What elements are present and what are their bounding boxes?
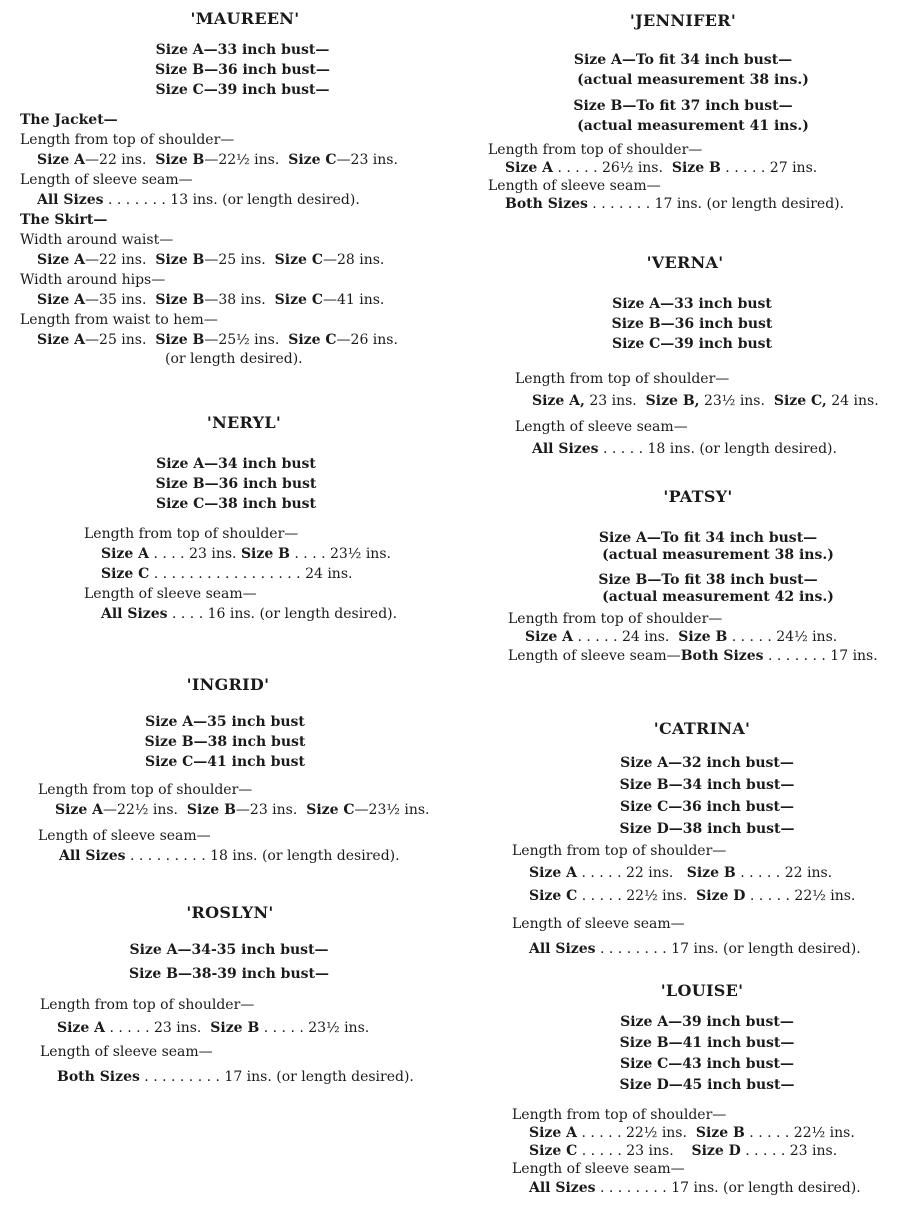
pattern-title: 'INGRID' (186, 675, 270, 694)
measurement-title: Length from top of shoulder— (508, 611, 723, 628)
measurement-title: Length of sleeve seam— (488, 178, 661, 195)
measurement-row: All Sizes . . . . 16 ins. (or length desired). (101, 606, 398, 623)
measurement-row: All Sizes . . . . . . . . 17 ins. (or length desired). (529, 941, 861, 958)
measurement-title: Length of sleeve seam— (40, 1044, 213, 1061)
measurement-title: Length of sleeve seam— (38, 828, 211, 845)
size-list (489, 294, 895, 354)
pattern-title: 'NERYL' (206, 413, 282, 432)
size-line: Size A—33 inch bust— (155, 42, 330, 59)
pattern-verna (515, 254, 895, 460)
measurement-title: Length of sleeve seam— (512, 1161, 685, 1178)
pattern-louise (512, 982, 912, 1198)
measurement-title: Length from top of shoulder— (40, 997, 255, 1014)
measurement-note: (or length desired). (165, 351, 303, 368)
measurement-row: All Sizes . . . . . . . . . 18 ins. (or length desired). (59, 848, 400, 865)
size-line: Size A—32 inch bust— (620, 755, 794, 772)
size-line: Size C—38 inch bust (155, 496, 317, 513)
pattern-title: 'MAUREEN' (190, 9, 300, 28)
measurement-row: Size A—25 ins. Size B—25½ ins. Size C—26 ins. (37, 332, 398, 349)
size-list (48, 454, 424, 514)
size-line: Size B—To fit 37 inch bust— (actual measurement 41 ins.) (573, 98, 809, 135)
size-list (502, 752, 912, 840)
pattern-title: 'LOUISE' (660, 981, 744, 1000)
measurement-row: Length of sleeve seam—Both Sizes . . . . . . . 17 ins. (508, 648, 878, 665)
measurement-title: Length of sleeve seam— (515, 419, 688, 436)
pattern-catrina (512, 720, 912, 962)
size-line: Size A—39 inch bust— (620, 1014, 794, 1031)
size-line: Size A—33 inch bust (612, 296, 772, 313)
size-line: Size B—41 inch bust— (619, 1035, 795, 1052)
measurement-title: Width around hips— (20, 272, 166, 289)
size-line: Size A—34 inch bust (156, 456, 316, 473)
size-line: Size A—34-35 inch bust— (129, 942, 329, 959)
measurement-title: Length of sleeve seam— (512, 916, 685, 933)
measurement-title: Length from top of shoulder— (515, 371, 730, 388)
size-list (55, 40, 430, 100)
measurement-title: Width around waist— (20, 232, 174, 249)
measurement-row: Both Sizes . . . . . . . . . 17 ins. (or length desired). (57, 1069, 414, 1086)
measurement-row: Size C . . . . . 22½ ins. Size D . . . . . 22½ ins. (529, 888, 856, 905)
size-line: Size D—38 inch bust— (619, 821, 795, 838)
measurement-row: Size A—22 ins. Size B—22½ ins. Size C—23 ins. (37, 152, 398, 169)
measurement-row: All Sizes . . . . . . . 13 ins. (or length desired). (37, 192, 360, 209)
measurement-title: Length from top of shoulder— (20, 132, 235, 149)
size-list (12, 712, 438, 772)
size-line: Size D—45 inch bust— (619, 1077, 795, 1094)
size-line: Size B—36 inch bust (611, 316, 773, 333)
measurement-title: Length from top of shoulder— (38, 782, 253, 799)
size-line: Size A—35 inch bust (145, 714, 305, 731)
measurement-row: Size A—22½ ins. Size B—23 ins. Size C—23½ ins. (55, 802, 430, 819)
size-line: Size C—41 inch bust (144, 754, 306, 771)
pattern-title: 'PATSY' (663, 487, 733, 506)
measurement-row: Size A, 23 ins. Size B, 23½ ins. Size C, 24 ins. (532, 393, 879, 410)
measurement-row: All Sizes . . . . . . . . 17 ins. (or length desired). (529, 1180, 861, 1197)
size-line: Size B—34 inch bust— (619, 777, 795, 794)
size-line: Size B—38 inch bust (144, 734, 306, 751)
measurement-title: Length from top of shoulder— (512, 1107, 727, 1124)
size-line: Size A—To fit 34 inch bust— (actual measurement 38 ins.) (598, 530, 834, 564)
pattern-title: 'JENNIFER' (629, 11, 737, 30)
measurement-title: Length from waist to hem— (20, 312, 218, 329)
pattern-ingrid (38, 676, 438, 866)
pattern-title: 'ROSLYN' (186, 903, 274, 922)
size-line: Size B—36 inch bust— (155, 62, 330, 79)
measurement-title: Length of sleeve seam— (84, 586, 257, 603)
measurement-title: Length from top of shoulder— (512, 843, 727, 860)
measurement-title: Length from top of shoulder— (488, 142, 703, 159)
measurement-title: Length of sleeve seam— (20, 172, 193, 189)
measurement-row: Size A—35 ins. Size B—38 ins. Size C—41 ins. (37, 292, 385, 309)
pattern-roslyn (40, 904, 440, 1090)
pattern-maureen (20, 10, 430, 368)
size-line: Size B—38-39 inch bust— (128, 966, 330, 983)
measurement-row: All Sizes . . . . . 18 ins. (or length desired). (532, 441, 837, 458)
pattern-title: 'VERNA' (646, 253, 724, 272)
measurement-row: Size A . . . . . 22 ins. Size B . . . . . 22 ins. (529, 865, 833, 882)
section-title-skirt: The Skirt— (20, 212, 108, 229)
measurement-row: Size C . . . . . 23 ins. Size D . . . . . 23 ins. (529, 1143, 838, 1160)
measurement-title: Length from top of shoulder— (84, 526, 299, 543)
size-line: Size C—39 inch bust— (155, 82, 330, 99)
size-line: Size A—To fit 34 inch bust— (actual measurement 38 ins.) (573, 52, 809, 89)
pattern-jennifer (488, 12, 888, 214)
size-line: Size C—43 inch bust— (619, 1056, 795, 1073)
pattern-patsy (508, 488, 908, 666)
measurement-row: Both Sizes . . . . . . . 17 ins. (or length desired). (505, 196, 845, 213)
size-list (508, 530, 908, 606)
measurement-row: Size A . . . . . 23 ins. Size B . . . . . 23½ ins. (57, 1020, 370, 1037)
section-title-jacket: The Jacket— (20, 112, 118, 129)
size-line: Size B—To fit 38 inch bust— (actual measurement 42 ins.) (598, 572, 834, 606)
measurement-row: Size C . . . . . . . . . . . . . . . . . 24 ins. (101, 566, 353, 583)
measurement-row: Size A . . . . 23 ins. Size B . . . . 23½ ins. (101, 546, 391, 563)
pattern-title: 'CATRINA' (653, 719, 751, 738)
pattern-neryl (84, 414, 424, 624)
size-line: Size C—39 inch bust (611, 336, 773, 353)
size-line: Size B—36 inch bust (155, 476, 317, 493)
size-list (478, 50, 888, 136)
size-list (502, 1012, 912, 1096)
measurement-row: Size A . . . . . 24 ins. Size B . . . . . 24½ ins. (525, 629, 838, 646)
measurement-row: Size A—22 ins. Size B—25 ins. Size C—28 ins. (37, 252, 385, 269)
size-line: Size C—36 inch bust— (619, 799, 795, 816)
measurement-row: Size A . . . . . 26½ ins. Size B . . . . . 27 ins. (505, 160, 818, 177)
measurement-row: Size A . . . . . 22½ ins. Size B . . . . . 22½ ins. (529, 1125, 855, 1142)
size-list (18, 938, 440, 986)
